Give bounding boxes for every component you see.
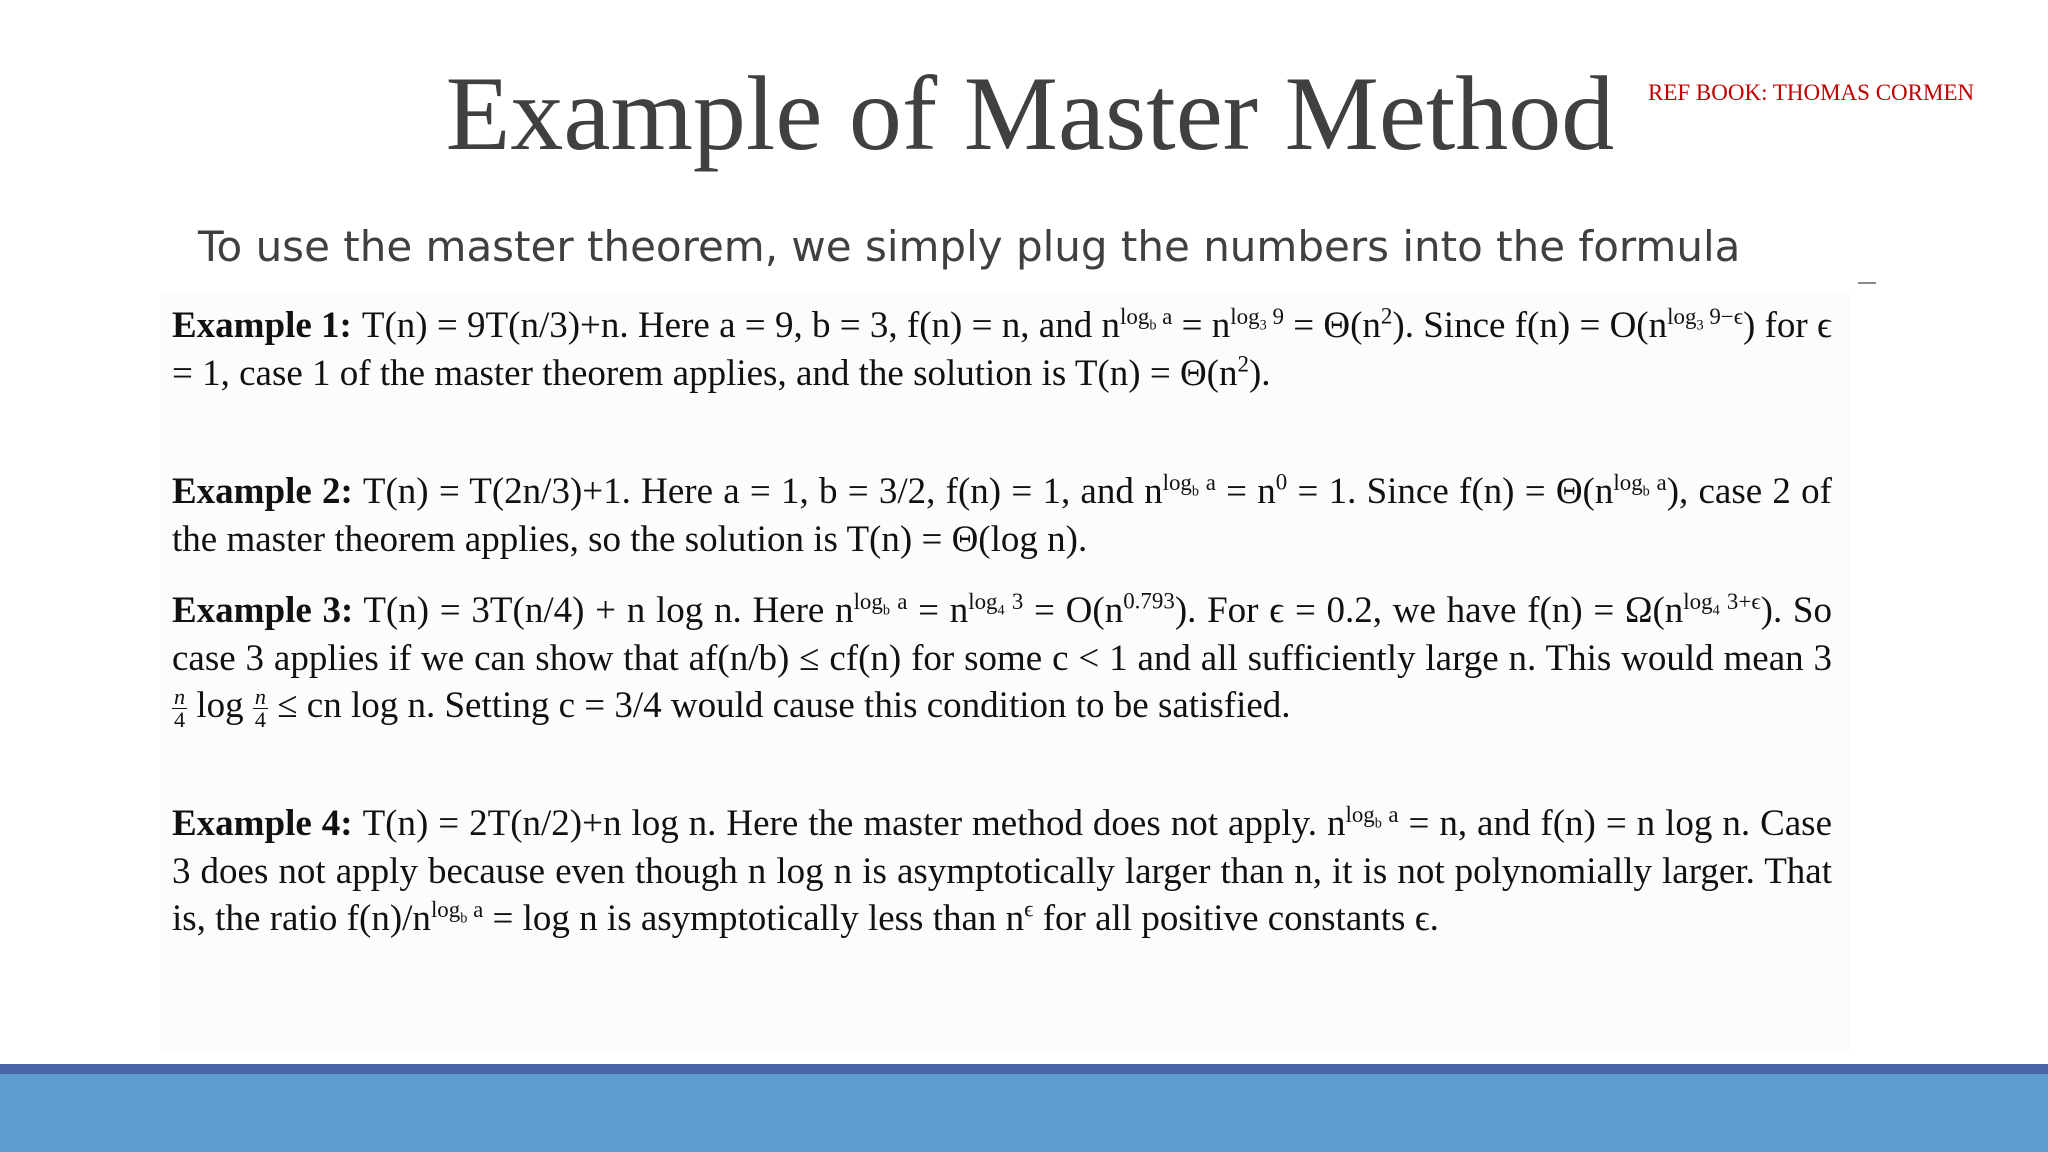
example-2 xyxy=(172,468,1832,563)
math-sup: log xyxy=(1120,303,1150,329)
math-sup: log xyxy=(968,588,998,614)
math-text: T(n) = 3T(n/4) + n log n. Here n xyxy=(363,590,854,631)
example-4 xyxy=(172,800,1832,943)
math-text: ). For ϵ = 0.2, we have f(n) = Ω(n xyxy=(1174,590,1684,631)
example-3 xyxy=(172,587,1832,731)
math-sup: 2 xyxy=(1237,351,1249,377)
math-sup: log xyxy=(1667,303,1697,329)
math-text: T(n) = T(2n/3)+1. Here a = 1, b = 3/2, f(n) = 1, and n xyxy=(362,471,1163,512)
math-sup: 0.793 xyxy=(1123,588,1175,614)
slide-title: Example of Master Method xyxy=(445,55,1615,172)
math-sub: b xyxy=(460,910,468,927)
math-text: ). Since f(n) = O(n xyxy=(1392,305,1668,346)
example-label: Example 2: xyxy=(172,471,353,512)
math-text: ) for ϵ = 1, case 1 of the master theorem applies, and the solution is T(n) = Θ(n xyxy=(172,305,1833,394)
math-sup: a xyxy=(1199,469,1216,495)
math-sup: 9−ϵ xyxy=(1703,303,1744,329)
math-sub: b xyxy=(1642,483,1650,500)
math-sup: 2 xyxy=(1380,303,1393,329)
math-sup: ϵ xyxy=(1024,896,1034,922)
fraction xyxy=(172,686,187,731)
math-sub: 4 xyxy=(997,602,1005,619)
math-text: = log n is asymptotically less than n xyxy=(483,898,1025,940)
math-sup: log xyxy=(1162,469,1192,495)
math-text: = n xyxy=(1215,471,1276,512)
math-sub: b xyxy=(1191,483,1200,500)
math-text: for all positive constants ϵ. xyxy=(1033,898,1439,940)
math-sup: log xyxy=(853,588,883,614)
math-text: T(n) = 9T(n/3)+n. Here a = 9, b = 3, f(n) = n, and n xyxy=(361,305,1120,346)
math-sup: log xyxy=(1230,303,1260,329)
math-sup: 3+ϵ xyxy=(1719,588,1761,614)
math-sup: log xyxy=(1613,469,1643,495)
example-label: Example 3: xyxy=(172,590,354,631)
fraction xyxy=(253,686,268,731)
math-text: = n, and f(n) = n log n. Case 3 does not apply because even though n log n is asymptotically larger than n, it is not polynomially larger. That is, the ratio f(n)/n xyxy=(172,803,1832,940)
math-sub: 3 xyxy=(1259,317,1267,334)
math-text: ), case 2 of the master theorem applies, so the solution is T(n) = Θ(log n). xyxy=(172,471,1832,560)
fraction-numerator: n xyxy=(254,684,266,709)
reference-note: REF BOOK: THOMAS CORMEN xyxy=(1648,80,1975,105)
math-sup: 0 xyxy=(1275,469,1288,495)
math-sup: log xyxy=(1683,588,1713,614)
math-text: = Θ(n xyxy=(1283,305,1381,346)
math-sup: a xyxy=(1649,469,1667,495)
math-sup: a xyxy=(1381,801,1399,827)
math-text: log xyxy=(187,685,253,727)
decorative-dash xyxy=(1858,282,1876,284)
math-sub: 3 xyxy=(1696,317,1704,334)
math-text: ). xyxy=(1248,352,1271,394)
math-text: = 1. Since f(n) = Θ(n xyxy=(1287,471,1614,512)
math-sup: a xyxy=(1156,303,1173,329)
math-sup: log xyxy=(430,896,461,922)
math-text: T(n) = 2T(n/2)+n log n. Here the master method does not apply. n xyxy=(362,803,1346,844)
slide-subtitle: To use the master theorem, we simply plug the numbers into the formula xyxy=(198,222,1741,271)
math-text: ). So case 3 applies if we can show that af(n/b) ≤ cf(n) for some c < 1 and all sufficiently large n. This would mean 3 xyxy=(172,590,1833,679)
math-text: = O(n xyxy=(1023,590,1124,631)
example-label: Example 1: xyxy=(172,305,352,346)
examples-image-panel xyxy=(160,290,1850,1050)
math-sub: b xyxy=(1374,815,1382,832)
math-sup: log xyxy=(1345,801,1375,827)
math-text: ≤ cn log n. Setting c = 3/4 would cause this condition to be satisfied. xyxy=(267,685,1291,727)
math-sup: 9 xyxy=(1266,303,1284,329)
math-sup: 3 xyxy=(1004,588,1024,614)
math-text: = n xyxy=(1172,305,1231,346)
fraction-denominator: 4 xyxy=(254,707,266,733)
fraction-denominator: 4 xyxy=(174,707,186,733)
example-1 xyxy=(172,302,1832,397)
math-sub: 4 xyxy=(1712,602,1720,619)
example-label: Example 4: xyxy=(172,803,353,844)
math-sub: b xyxy=(882,602,890,619)
math-sup: a xyxy=(889,588,908,614)
math-sup: a xyxy=(467,896,484,922)
footer-accent-line xyxy=(0,1064,2048,1074)
math-text: = n xyxy=(907,590,969,631)
math-sub: b xyxy=(1149,317,1157,334)
fraction-numerator: n xyxy=(174,684,186,709)
footer-bar xyxy=(0,1074,2048,1152)
